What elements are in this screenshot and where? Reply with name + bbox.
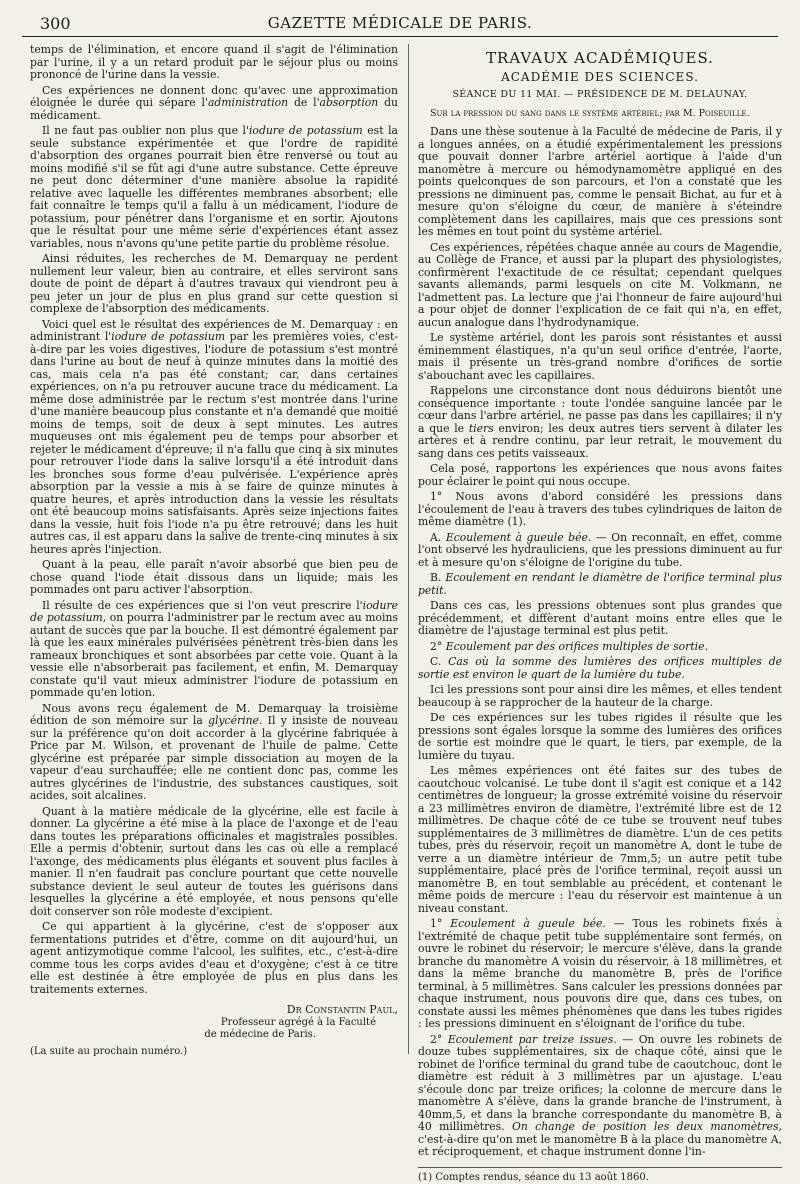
paragraph: Quant à la peau, elle paraît n'avoir absorbé que bien peu de chose quand l'iode était dissous dans un liquide; mais les pommades ont paru activer l'absorption. [30,559,398,597]
paragraph: Il ne faut pas oublier non plus que l'iodure de potassium est la seule substance expérimentée et que l'ordre de rapidité d'absorption des organes pourrait bien être renversé ou tout au moins modifié s'il se fût agi d'une autre substance. Cette épreuve ne peut donc déterminer d'une manière absolue la rapidité relative avec laquelle les différentes membranes absorbent; elle fait connaître le temps qu'il a fallu à un médicament, l'iodure de potassium, pour pénétrer dans l'organisme et en sortir. Ajoutons que le résultat pour une même série d'expériences étant assez variables, nous n'avons qu'une petite partie du problème résolue. [30,125,398,250]
academy-heading: ACADÉMIE DES SCIENCES. [418,71,782,84]
section-title: TRAVAUX ACADÉMIQUES. [418,52,782,65]
paragraph: Voici quel est le résultat des expériences de M. Demarquay : en administrant l'iodure de potassium par les premières voies, c'est-à-dire par les voies digestives, l'iodure de potassium s'est montré dans l'urine au bout de neuf à quinze minutes dans la moitié des cas, mais cela n'a pas été constant; car, dans certaines expériences, on n'a pu retrouver aucune trace du médicament. La même dose administrée par le rectum s'est montrée dans l'urine d'une manière beaucoup plus constante et n'a demandé que moitié moins de temps, soit de deux à sept minutes. Les autres muqueuses ont mis également peu de temps pour absorber et rejeter le médicament d'épreuve; il n'a fallu que cinq à six minutes pour retrouver l'iode dans la salive lorsqu'il a été introduit dans les bronches sous forme d'eau pulvérisée. L'expérience après absorption par la vessie a mis à se faire de quinze minutes à quatre heures, et après introduction dans la vessie les résultats ont été beaucoup moins satisfaisants. Après seize injections faites dans la vessie, huit fois l'iode n'a pu être retrouvé; dans les huit autres cas, il est apparu dans la salive de trente-cinq minutes à six heures après l'injection. [30,319,398,557]
paragraph: Dans ces cas, les pressions obtenues sont plus grandes que précédemment, et diffèrent d'autant moins entre elles que le diamètre de l'ajustage terminal est plus petit. [418,600,782,638]
paragraph: 2° Ecoulement par des orifices multiples de sortie. [418,641,782,654]
footnote: (1) Comptes rendus, séance du 13 août 1860. [418,1167,782,1184]
paragraph: Ainsi réduites, les recherches de M. Demarquay ne perdent nullement leur valeur, bien au contraire, et elles serviront sans doute de point de départ à d'autres travaux qui viendront peu à peu jeter un jour de plus en plus grand sur cette question si complexe de l'absorption des médicaments. [30,253,398,316]
paragraph: A. Ecoulement à gueule bée. — On reconnaît, en effet, comme l'ont observé les hydrauliciens, que les pressions diminuent au fur et à mesure qu'on s'éloigne de l'origine du tube. [418,532,782,570]
signature [30,1004,398,1042]
column-divider [408,44,409,1054]
paragraph: Les mêmes expériences ont été faites sur des tubes de caoutchouc volcanisé. Le tube dont il s'agit est conique et a 142 centimètres de longueur; la grosse extrémité voisine du réservoir a 23 millimètres environ de diamètre, l'extrémité libre est de 12 millimètres. De chaque côté de ce tube se trouvent neuf tubes supplémentaires de 3 millimètres de diamètre. L'un de ces petits tubes, près du réservoir, reçoit un manomètre A, dont le tube de verre a un diamètre intérieur de 7mm,5; un autre petit tube supplémentaire, placé près de l'orifice terminal, reçoit aussi un manomètre B, en tout semblable au précédent, et contenant le même poids de mercure : l'eau du réservoir est maintenue à un niveau constant. [418,765,782,915]
signature-place: de médecine de Paris. [30,1029,398,1042]
running-title: GAZETTE MÉDICALE DE PARIS. [22,14,778,32]
paragraph: Cela posé, rapportons les expériences que nous avons faites pour éclairer le point qui nous occupe. [418,463,782,488]
signature-role: Professeur agrégé à la Faculté [30,1017,398,1030]
signature-name: Dr Constantin Paul, [30,1004,398,1017]
paragraph: Il résulte de ces expériences que si l'on veut prescrire l'iodure de potassium, on pourra l'administrer par le rectum avec au moins autant de succès que par la bouche. Il est démontré également par là que les eaux minérales pulvérisées pénètrent très-bien dans les rameaux bronchiques et sont absorbées par cette voie. Quant à la vessie elle n'absorberait pas facilement, et enfin, M. Demarquay constate qu'il vaut mieux administrer l'iodure de potassium en pommade qu'en lotion. [30,600,398,700]
continuation-note: (La suite au prochain numéro.) [30,1046,398,1059]
paragraph: Dans une thèse soutenue à la Faculté de médecine de Paris, il y a longues années, on a étudié expérimentalement les pressions que pouvait donner l'arbre artériel aortique à l'aide d'un manomètre à mercure ou hémodynamomètre appliqué en des points quelconques de son parcours, et l'on a constaté que les pressions ne diminuent pas, comme le pensait Bichat, au fur et à mesure qu'on s'éloigne du cœur, de manière à s'éteindre complètement dans les capillaires, mais que ces pressions sont les mêmes en tout point du système artériel. [418,126,782,239]
paragraph: Rappelons une circonstance dont nous déduirons bientôt une conséquence importante : toute l'ondée sanguine lancée par le cœur dans l'arbre artériel, ne passe pas dans les capillaires; il n'y a que le tiers environ; les deux autres tiers servent à dilater les artères et à rendre continu, par leur retrait, le mouvement du sang dans ces petits vaisseaux. [418,385,782,460]
paragraph: 2° Ecoulement par treize issues. — On ouvre les robinets de douze tubes supplémentaires, six de chaque côté, ainsi que le robinet de l'orifice terminal du grand tube de caoutchouc, dont le diamètre est réduit à 3 millimètres par un ajustage. L'eau s'écoule donc par treize orifices; la colonne de mercure dans le manomètre A s'élève, dans la grande branche de l'instrument, à 40mm,5, et dans la branche correspondante du manomètre B, à 40 millimètres. On change de position les deux manomètres, c'est-à-dire qu'on met le manomètre B à la place du manomètre A, et réciproquement, et chaque instrument donne l'in- [418,1034,782,1159]
paragraph: Ces expériences ne donnent donc qu'avec une approximation éloignée le durée qui sépare l'administration de l'absorption du médicament. [30,85,398,123]
paragraph: Ces expériences, répétées chaque année au cours de Magendie, au Collège de France, et aussi par la plupart des physiologistes, confirmèrent l'exactitude de ce résultat; cependant quelques savants allemands, parmi lesquels on cite M. Volkmann, ne l'admettent pas. La lecture que j'ai l'honneur de faire aujourd'hui a pour objet de donner l'explication de ce fait qui n'a, en effet, aucun analogue dans l'hydrodynamique. [418,242,782,330]
paragraph: Ici les pressions sont pour ainsi dire les mêmes, et elles tendent beaucoup à se rapprocher de la hauteur de la charge. [418,684,782,709]
paragraph: Ce qui appartient à la glycérine, c'est de s'opposer aux fermentations putrides et d'être, comme on dit aujourd'hui, un agent antizymotique comme l'alcool, les sulfites, etc., c'est-à-dire comme tous les corps avides d'eau et d'oxygène; c'est à ce titre elle est destinée à être employée de plus en plus dans les traitements externes. [30,921,398,996]
page-header [22,14,778,37]
article-subject: Sur la pression du sang dans le système artériel; par M. Poiseuille. [418,108,782,121]
right-column [418,44,782,1184]
paragraph: Quant à la matière médicale de la glycérine, elle est facile à donner. La glycérine a été mise à la place de l'axonge et de l'eau dans toutes les préparations officinales et magistrales possibles. Elle a permis d'obtenir, surtout dans les cas où elle a remplacé l'axonge, des médicaments plus élégants et souvent plus faciles à manier. Il n'en faudrait pas conclure pourtant que cette nouvelle substance devient le seul auteur de toutes les guérisons dans lesquelles la glycérine a été employée, et nous pensons qu'elle doit conserver son rôle modeste d'excipient. [30,806,398,919]
seance-line: SÉANCE DU 11 MAI. — PRÉSIDENCE DE M. DELAUNAY. [418,89,782,102]
left-column [30,44,398,1058]
paragraph: De ces expériences sur les tubes rigides il résulte que les pressions sont égales lorsque la somme des lumières des orifices de sortie est moindre que le quart, le tiers, par exemple, de la lumière du tuyau. [418,712,782,762]
paragraph: Nous avons reçu également de M. Demarquay la troisième édition de son mémoire sur la glycérine. Il y insiste de nouveau sur la préférence qu'on doit accorder à la glycérine fabriquée à Price par M. Wilson, et provenant de l'huile de palme. Cette glycérine est préparée par simple dissociation au moyen de la vapeur d'eau surchauffée; elle ne contient donc pas, comme les autres glycérines de l'industrie, des substances caustiques, soit acides, soit alcalines. [30,703,398,803]
paragraph: B. Ecoulement en rendant le diamètre de l'orifice terminal plus petit. [418,572,782,597]
paragraph: 1° Nous avons d'abord considéré les pressions dans l'écoulement de l'eau à travers des tubes cylindriques de laiton de même diamètre (1). [418,491,782,529]
paragraph: 1° Ecoulement à gueule bée. — Tous les robinets fixés à l'extrémité de chaque petit tube supplémentaire sont fermés, on ouvre le robinet du réservoir; le mercure s'élève, dans la grande branche du manomètre A voisin du réservoir, à 18 millimètres, et dans la même branche du manomètre B, près de l'orifice terminal, à 5 millimètres. Sans calculer les pressions données par chaque instrument, nous pouvons dire que, dans ces tubes, on constate aussi les mêmes phénomènes que dans les tubes rigides : les pressions diminuent en s'éloignant de l'orifice du tube. [418,918,782,1031]
paragraph: C. Cas où la somme des lumières des orifices multiples de sortie est environ le quart de la lumière du tube. [418,656,782,681]
page-number: 300 [40,14,71,33]
paragraph: temps de l'élimination, et encore quand il s'agit de l'élimination par l'urine, il y a un retard produit par le séjour plus ou moins prononcé de l'urine dans la vessie. [30,44,398,82]
paragraph: Le système artériel, dont les parois sont résistantes et aussi éminemment élastiques, n'a qu'un seul orifice d'entrée, l'aorte, mais il présente un très-grand nombre d'orifices de sortie s'abouchant avec les capillaires. [418,332,782,382]
